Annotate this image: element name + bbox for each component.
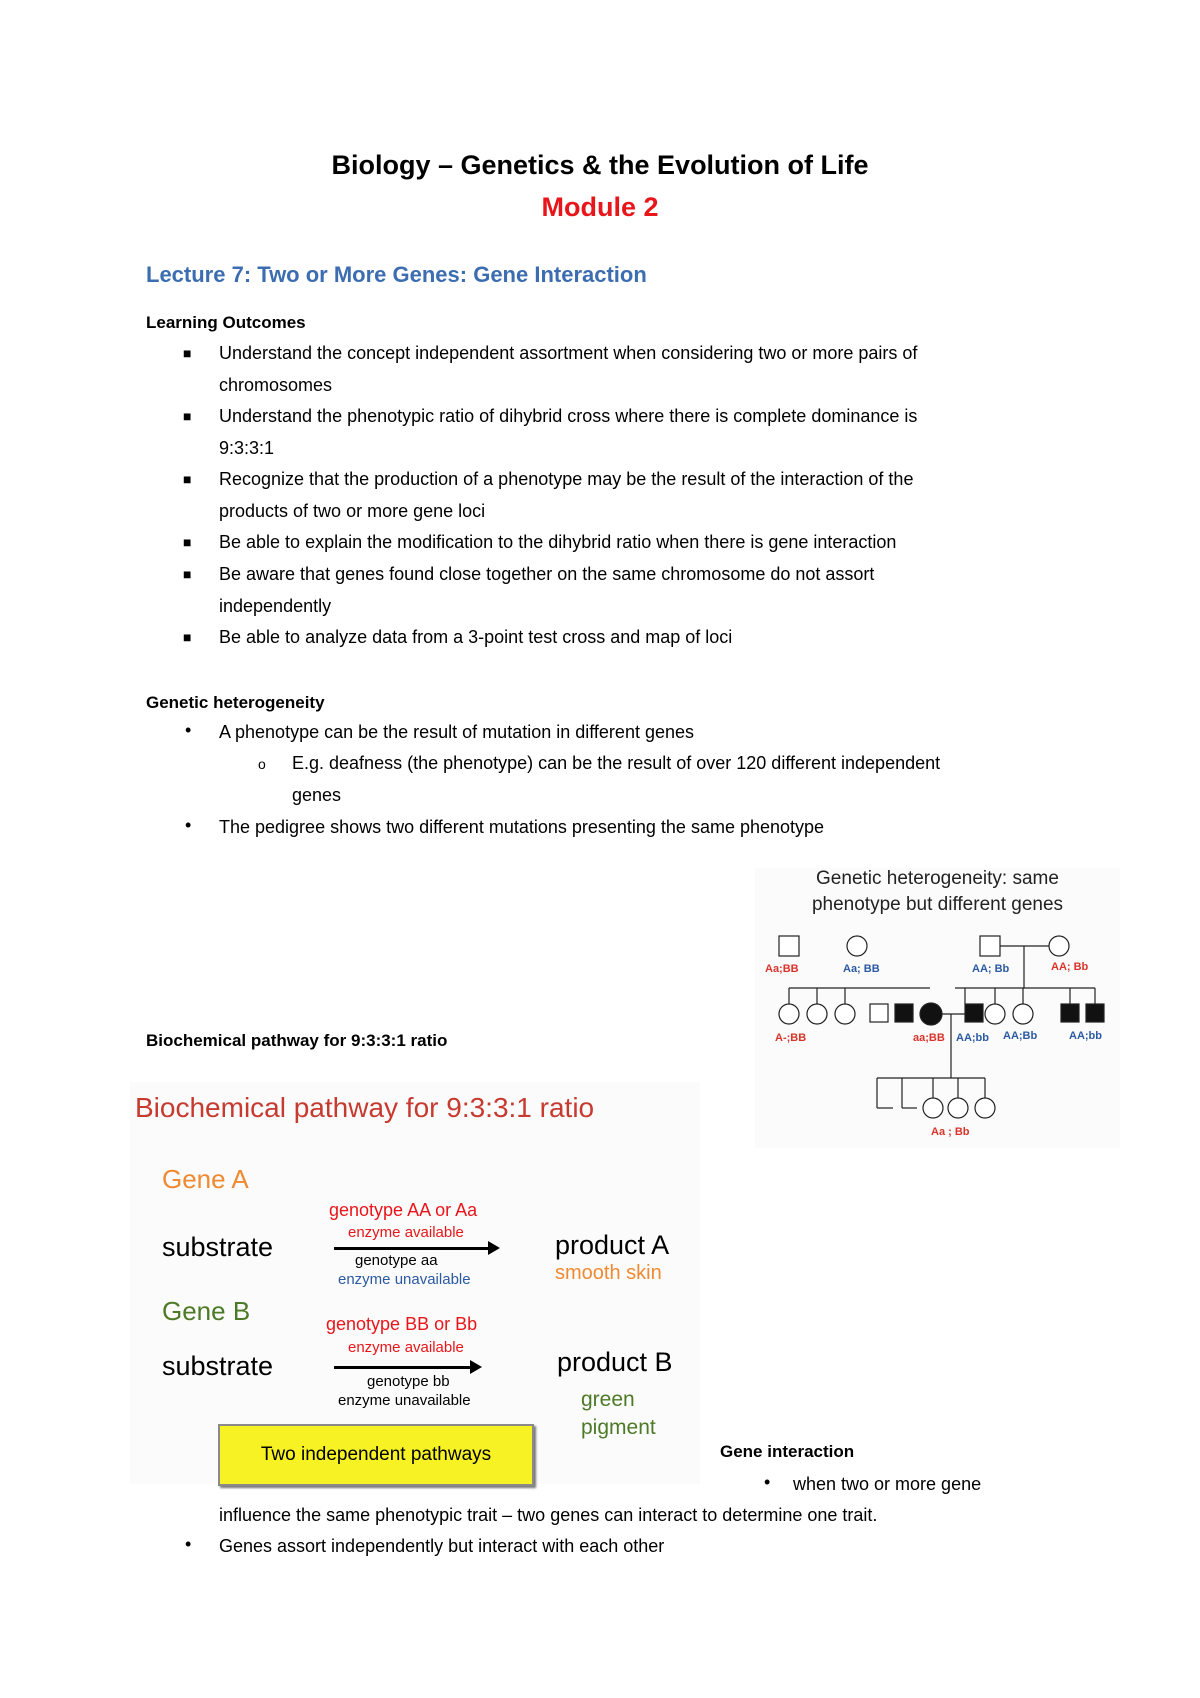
- genetic-heterogeneity-heading: Genetic heterogeneity: [146, 693, 325, 712]
- pedigree-label: aa;BB: [913, 1032, 945, 1044]
- gene-b-enzyme-unavailable: enzyme unavailable: [338, 1392, 471, 1409]
- pedigree-label: AA;bb: [1069, 1030, 1102, 1042]
- outcome-1-line-1: Understand the concept independent assortment when considering two or more pairs of: [219, 343, 918, 363]
- pedigree-affected-male: [965, 1004, 983, 1022]
- gene-interaction-heading: Gene interaction: [720, 1442, 855, 1461]
- gene-b-label: Gene B: [162, 1296, 251, 1326]
- bullet-icon: ■: [183, 471, 192, 487]
- product-a-description: smooth skin: [555, 1262, 662, 1284]
- bullet-icon: •: [185, 815, 192, 835]
- pedigree-female: [923, 1098, 943, 1118]
- bullet-icon: •: [185, 1534, 192, 1554]
- gene-a-label: Gene A: [162, 1164, 249, 1194]
- learning-outcomes-heading: Learning Outcomes: [146, 313, 306, 332]
- biochem-caption: Biochemical pathway for 9:3:3:1 ratio: [146, 1031, 448, 1050]
- gene-interaction-bullet-2: Genes assort independently but interact with each other: [219, 1536, 665, 1556]
- product-a: product A: [555, 1230, 670, 1260]
- bullet-icon: ■: [183, 345, 192, 361]
- module-title: Module 2: [541, 192, 659, 222]
- pedigree-female: [948, 1098, 968, 1118]
- outcome-6-line-1: Be able to analyze data from a 3-point test cross and map of loci: [219, 627, 733, 647]
- gene-interaction-continuation: influence the same phenotypic trait – two genes can interact to determine one trait.: [219, 1505, 878, 1525]
- gene-a-recessive-genotype: genotype aa: [355, 1252, 438, 1269]
- pedigree-female: [835, 1004, 855, 1024]
- heterogeneity-sub-bullet-line-2: genes: [292, 785, 342, 805]
- gene-a-genotype: genotype AA or Aa: [329, 1200, 478, 1220]
- heterogeneity-sub-bullet-line-1: E.g. deafness (the phenotype) can be the result of over 120 different independent: [292, 753, 941, 773]
- product-b-description-line-1: green: [581, 1388, 635, 1411]
- bullet-icon: ■: [183, 629, 192, 645]
- arrow-icon: [334, 1366, 472, 1369]
- bullet-icon: ■: [183, 408, 192, 424]
- pedigree-affected-male: [1086, 1004, 1104, 1022]
- pedigree-title-line-1: Genetic heterogeneity: same: [816, 868, 1059, 889]
- outcome-1-line-2: chromosomes: [219, 375, 333, 395]
- pedigree-label: Aa ; Bb: [931, 1126, 970, 1138]
- pedigree-affected-male: [895, 1004, 913, 1022]
- pedigree-label: AA; Bb: [1051, 961, 1089, 973]
- pedigree-affected-female: [920, 1003, 942, 1025]
- gene-b-genotype: genotype BB or Bb: [326, 1314, 478, 1334]
- outcome-5-line-1: Be aware that genes found close together on the same chromosome do not assort: [219, 564, 875, 584]
- pedigree-male: [779, 936, 799, 956]
- pedigree-female: [975, 1098, 995, 1118]
- pedigree-figure: [755, 868, 1120, 1148]
- pedigree-female: [779, 1004, 799, 1024]
- bullet-icon: •: [764, 1472, 771, 1492]
- heterogeneity-bullet-1: A phenotype can be the result of mutation in different genes: [219, 722, 694, 742]
- pedigree-chart: [755, 868, 1120, 1148]
- pedigree-label: AA; Bb: [972, 963, 1010, 975]
- outcome-3-line-1: Recognize that the production of a phenotype may be the result of the interaction of the: [219, 469, 914, 489]
- document-title: Biology – Genetics & the Evolution of Life: [331, 150, 869, 180]
- bullet-icon: ■: [183, 534, 192, 550]
- heterogeneity-bullet-2: The pedigree shows two different mutations presenting the same phenotype: [219, 817, 825, 837]
- product-b-description-line-2: pigment: [581, 1416, 656, 1439]
- pedigree-male: [870, 1004, 888, 1022]
- biochem-figure-title: Biochemical pathway for 9:3:3:1 ratio: [135, 1092, 595, 1123]
- gene-a-enzyme-available: enzyme available: [348, 1224, 464, 1241]
- gene-a-enzyme-unavailable: enzyme unavailable: [338, 1271, 471, 1288]
- pedigree-label: A-;BB: [775, 1032, 807, 1044]
- outcome-2-line-2: 9:3:3:1: [219, 438, 275, 458]
- pedigree-female: [847, 936, 867, 956]
- biochem-pathway-figure: [130, 1082, 700, 1484]
- pedigree-label: AA;bb: [956, 1032, 989, 1044]
- substrate-b: substrate: [162, 1351, 274, 1381]
- pedigree-title-line-2: phenotype but different genes: [811, 894, 1064, 915]
- gene-b-enzyme-available: enzyme available: [348, 1339, 464, 1356]
- pedigree-label: AA;Bb: [1003, 1030, 1038, 1042]
- independent-pathways-box: Two independent pathways: [218, 1424, 534, 1486]
- bullet-icon: •: [185, 720, 192, 740]
- pedigree-female: [807, 1004, 827, 1024]
- pedigree-affected-male: [1061, 1004, 1079, 1022]
- outcome-3-line-2: products of two or more gene loci: [219, 501, 486, 521]
- outcome-5-line-2: independently: [219, 596, 332, 616]
- pedigree-label: Aa;BB: [765, 963, 799, 975]
- pedigree-male: [980, 936, 1000, 956]
- pedigree-female: [985, 1004, 1005, 1024]
- pedigree-female: [1013, 1004, 1033, 1024]
- product-b: product B: [557, 1347, 673, 1377]
- gene-b-recessive-genotype: genotype bb: [367, 1373, 450, 1390]
- pedigree-label: Aa; BB: [843, 963, 880, 975]
- gene-interaction-bullet-1: when two or more gene: [793, 1474, 982, 1494]
- sub-bullet-icon: o: [258, 756, 266, 772]
- outcome-2-line-1: Understand the phenotypic ratio of dihybrid cross where there is complete dominance is: [219, 406, 918, 426]
- outcome-4-line-1: Be able to explain the modification to the dihybrid ratio when there is gene interaction: [219, 532, 897, 552]
- bullet-icon: ■: [183, 566, 192, 582]
- pedigree-female: [1049, 936, 1069, 956]
- arrow-icon: [334, 1247, 490, 1250]
- substrate-a: substrate: [162, 1232, 274, 1262]
- lecture-title: Lecture 7: Two or More Genes: Gene Interaction: [146, 262, 647, 287]
